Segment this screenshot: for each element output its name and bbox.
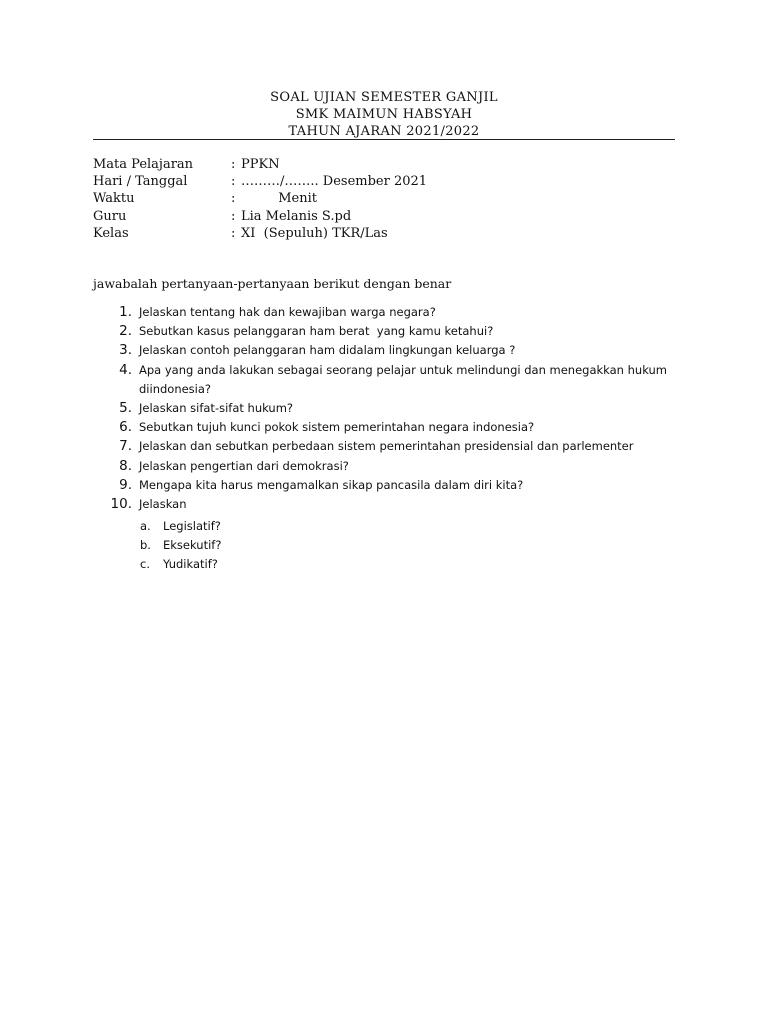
question-item [108, 303, 678, 322]
question-number: 1. [119, 304, 132, 320]
sub-question-item [140, 536, 221, 555]
question-number: 3. [119, 342, 132, 359]
question-item [108, 399, 678, 418]
question-text: Sebutkan tujuh kunci pokok sistem pemerintahan negara indonesia? [139, 420, 535, 435]
question-number: 8. [119, 457, 132, 474]
question-item [108, 476, 678, 495]
exam-title: SOAL UJIAN SEMESTER GANJIL [270, 90, 498, 105]
question-item [108, 322, 678, 341]
header-divider [93, 139, 675, 140]
question-text: Jelaskan pengertian dari demokrasi? [139, 458, 349, 473]
question-number: 5. [119, 400, 132, 417]
academic-year: TAHUN AJARAN 2021/2022 [288, 124, 480, 139]
question-text: Jelaskan tentang hak dan kewajiban warga negara? [139, 305, 436, 319]
question-text: Mengapa kita harus mengamalkan sikap pancasila dalam diri kita? [139, 477, 524, 492]
info-row-date [93, 173, 427, 190]
sub-question-text: Legislatif? [163, 519, 221, 533]
info-row-class [93, 225, 427, 242]
question-item [108, 341, 678, 360]
info-row-teacher [93, 208, 427, 225]
sub-question-text: Eksekutif? [163, 538, 222, 552]
info-separator: : [231, 208, 236, 224]
sub-question-list [140, 517, 221, 574]
info-value: Menit [241, 191, 317, 207]
info-label: Kelas [93, 225, 129, 241]
info-separator: : [231, 191, 236, 207]
info-label: Waktu [93, 191, 135, 207]
info-value: XI (Sepuluh) TKR/Las [241, 225, 388, 241]
question-text: Jelaskan dan sebutkan perbedaan sistem pemerintahan presidensial dan parlementer [139, 439, 634, 454]
sub-question-letter: c. [140, 557, 150, 571]
question-text: Jelaskan contoh pelanggaran ham didalam lingkungan keluarga ? [139, 343, 516, 358]
question-text: Apa yang anda lakukan sebagai seorang pelajar untuk melindungi dan menegakkan hukum diindonesia? [139, 362, 668, 396]
instruction-text: jawabalah pertanyaan-pertanyaan berikut dengan benar [93, 276, 452, 291]
question-item [108, 495, 678, 514]
info-value: PPKN [241, 157, 280, 172]
question-number: 10. [110, 496, 132, 513]
info-value: Lia Melanis S.pd [241, 208, 352, 224]
info-row-subject [93, 156, 427, 173]
question-number: 4. [119, 361, 132, 378]
sub-question-letter: a. [140, 519, 151, 533]
question-number: 7. [119, 438, 132, 455]
question-text: Sebutkan kasus pelanggaran ham berat yang kamu ketahui? [139, 324, 494, 339]
info-separator: : [231, 174, 236, 190]
info-label: Hari / Tanggal [93, 174, 188, 190]
document-header [0, 89, 768, 140]
question-text: Jelaskan sifat-sifat hukum? [139, 401, 294, 416]
school-name: SMK MAIMUN HABSYAH [295, 107, 473, 122]
question-item [108, 361, 678, 399]
question-item [108, 418, 678, 437]
info-separator: : [231, 157, 236, 172]
sub-question-text: Yudikatif? [163, 557, 218, 571]
question-list [108, 303, 678, 514]
question-number: 9. [119, 476, 132, 493]
question-item [108, 457, 678, 476]
info-label: Guru [93, 208, 127, 224]
info-separator: : [231, 225, 236, 241]
sub-question-item [140, 555, 221, 574]
info-value: ………/…….. Desember 2021 [241, 174, 428, 190]
question-text: Jelaskan [139, 497, 187, 512]
sub-question-letter: b. [140, 538, 151, 552]
question-number: 2. [119, 323, 132, 340]
sub-question-item [140, 517, 221, 536]
question-item [108, 437, 678, 456]
question-number: 6. [119, 419, 132, 436]
info-label: Mata Pelajaran [93, 157, 194, 172]
info-row-time [93, 190, 427, 207]
exam-info [93, 156, 427, 242]
